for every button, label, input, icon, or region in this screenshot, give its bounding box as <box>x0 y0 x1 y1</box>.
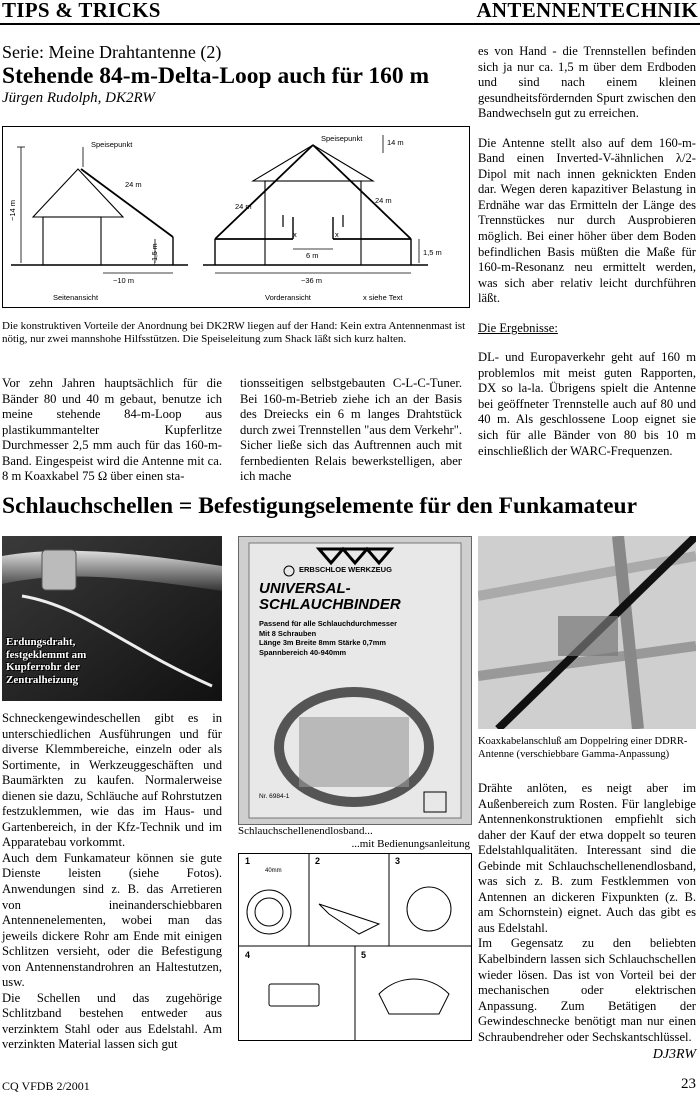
package-title <box>259 581 401 613</box>
front-h-label: 1,5 m <box>423 248 442 257</box>
package-title-1: UNIVERSAL- <box>259 580 351 597</box>
photo3-caption: Koaxkabelanschluß am Doppelring einer DDRR-Antenne (verschiebbare Gamma-Anpassung) <box>478 736 688 761</box>
front-x-left: x <box>293 230 297 239</box>
front-feed-label: Speisepunkt <box>321 134 363 143</box>
instructions-panel <box>238 853 472 1041</box>
footer-issue: CQ VFDB 2/2001 <box>2 1079 90 1093</box>
front-mid-label: 6 m <box>306 251 319 260</box>
right-para-2: Im Gegensatz zu den beliebten Kabelbindern lassen sich Schlauchschellen wieder lösen. Das ist von Vorteil bei der mechanischen oder elektrischen Anpassung. Zum Betätigen der Gewindeschnecke benötigt man nur einen Schraubendreher oder Sechskantschlüssel. <box>478 936 696 1044</box>
results-heading: Die Ergebnisse: <box>478 320 558 335</box>
front-sideR-label: 24 m <box>375 196 392 205</box>
side-length-label: 24 m <box>125 180 142 189</box>
front-note: x siehe Text <box>363 293 403 302</box>
package-nr: Nr. 6984-1 <box>259 793 290 800</box>
figure-caption: Die konstruktiven Vorteile der Anordnung bei DK2RW liegen auf der Hand: Kein extra Antennenmast ist nötig, nur zwei mannshohe Hilfsstützen. Die Speiseleitung zum Shack läßt sich kurz halten. <box>2 320 466 346</box>
col3-para2: Die Antenne stellt also auf dem 160-m-Band einen Inverted-V-ähnlichen λ/2-Dipol mit nach innen geknickten Enden dar. Wegen deren kapazitiver Belastung in Erdnähe war das Ermitteln der Länge des Trennstückes nur durch Ausprobieren möglich. Bei einer höher über dem Boden befindlichen Basis müßten die Maße für 160-m-Resonanz neu ermittelt werden, was sich aber relativ leicht durchführen läßt. <box>478 135 696 306</box>
series-line: Serie: Meine Drahtantenne (2) <box>2 42 222 62</box>
package-line-2: Mit 8 Schrauben <box>259 628 317 638</box>
package-line-3: Länge 3m Breite 8mm Stärke 0,7mm <box>259 638 386 648</box>
antenna-diagram <box>2 126 470 308</box>
page-number: 23 <box>681 1076 696 1092</box>
front-wire-right <box>313 145 411 239</box>
step-3-num: 3 <box>395 856 401 866</box>
side-feed-label: Speisepunkt <box>91 140 133 149</box>
photo1-label: Erdungsdraht, festgeklemmt am Kupferrohr der Zentralheizung <box>6 636 87 686</box>
article2-left-col <box>2 711 222 1053</box>
package-line-4: Spannbereich 40-940mm <box>259 647 347 657</box>
package-title-2: SCHLAUCHBINDER <box>259 596 401 613</box>
col3-para3: DL- und Europaverkehr geht auf 160 m problemlos mit meist guten Rapporten, DX so la-la. Übrigens spielt die Antenne bei geöffneter Trennstelle auch auf 80 und 40 m. Als geschlossene Loop eignet sie sich für alle Bänder von 80 bis 10 m einschließlich der WARC-Frequenzen. <box>478 350 696 458</box>
package-details <box>259 619 397 657</box>
side-wall <box>43 217 101 265</box>
article2-title: Schlauchschellen = Befestigungselemente für den Funkamateur <box>2 493 638 519</box>
package-photo <box>238 536 472 825</box>
side-caption: Seitenansicht <box>53 293 99 302</box>
step-1-text: 40mm <box>265 868 282 874</box>
front-x-right: x <box>335 230 339 239</box>
photo-grounding-clamp <box>2 536 222 701</box>
step-5-num: 5 <box>361 950 367 960</box>
front-roof <box>253 145 373 181</box>
left-para-1: Schneckengewindeschellen gibt es in unterschiedlichen Ausführungen und für diverse Klemmbereiche, einzeln oder als Sortimente, in Werkzeuggeschäften und Baumärkten zu kaufen. Normalerweise dienen sie dazu, Schläuche auf Rohrstutzen festzuklemmen, wie das im Haus- und Gartenbereich, in der Kfz-Technik und im Apparatebau vorkommt. <box>2 711 222 850</box>
signature: DJ3RW <box>652 1047 696 1062</box>
package-brand: ERBSCHLOE WERKZEUG <box>299 565 392 574</box>
article1-col3 <box>478 44 696 459</box>
left-para-3: Die Schellen und das zugehörige Schlitzband bestehen entweder aus verzinktem Stahl oder aus Edelstahl. Am verzinkten Material lassen sich gut <box>2 990 222 1052</box>
package-line-1: Passend für alle Schlauchdurchmesser <box>259 619 398 628</box>
right-para-1: Drähte anlöten, es neigt aber im Außenbereich zum Rosten. Für langlebige Antennenkonstruktionen empfiehlt sich daher der Kauf der etwa doppelt so teuren Edelstahlqualitäten. Interessant sind die Gebinde mit Schlauchschellenendlosband, was sich z. B. zum Festklemmen von Antennen an dickeren Fixpunkten (z. B. am Schornstein) eignet. Auch das gibt es aus Edelstahl. <box>478 781 696 935</box>
side-height-label: ~14 m <box>8 199 17 221</box>
front-top-label: 14 m <box>387 138 404 147</box>
article1-col1: Vor zehn Jahren hauptsächlich für die Bänder 80 und 40 m gebaut, benutze ich meine stehende 84-m-Loop aus plastikummantelter Kupferlitze Durchmesser 2,5 mm auch für das 160-m-Band. Eingespeist wird die Antenne mit ca. 8 m Koaxkabel 75 Ω über einen sta- <box>2 376 222 484</box>
package-caption-1: Schlauchschellenendlosband... <box>238 825 373 837</box>
article1-col2: tionsseitigen selbstgebauten C-L-C-Tuner. Bei 160-m-Betrieb ziehe ich an der Basis des Dreiecks ein 6 m langes Drahtstück durch zwei Trennstellen "aus dem Verkehr". Sicher ließe sich das Auftrennen auch mit fernbedienten Relais bewerkstelligen, aber ich mache <box>240 376 462 484</box>
side-roof <box>33 169 123 217</box>
left-para-2: Auch dem Funkamateur können sie gute Dienste leisten (siehe Fotos). Anwendungen sind z. B. das Arretieren von ineinanderschiebbaren Antennenelementen, wobei man das jeweils dickere Rohr am Ende mit einigen Schlitzen versieht, oder die Befestigung von Antennenstandrohren an Haltestutzen, usw. <box>2 850 222 990</box>
section-label: TIPS & TRICKS <box>2 0 161 22</box>
front-sideL-label: 24 m <box>235 202 252 211</box>
article-title: Stehende 84-m-Delta-Loop auch für 160 m <box>2 63 430 89</box>
ddrr-photo <box>478 536 696 729</box>
step-1-num: 1 <box>245 856 251 866</box>
col3-para1: es von Hand - die Trennstellen befinden sich ja nur ca. 1,5 m über dem Erdboden und sind nach einem kleinen gesundheitsfördernden Spurt zwischen den Bandwechseln gut zu erreichen. <box>478 44 696 121</box>
front-caption: Vorderansicht <box>265 293 311 302</box>
front-wire-left <box>215 145 313 239</box>
delta-loop-drawing <box>3 127 469 307</box>
photo-ddrr-coax <box>478 536 696 729</box>
article-author: Jürgen Rudolph, DK2RW <box>2 90 155 106</box>
side-h2-label: ~1,5 m <box>152 243 159 265</box>
header-rule <box>0 23 700 25</box>
category-label: ANTENNENTECHNIK <box>476 0 698 22</box>
step-4-num: 4 <box>245 950 251 960</box>
instructions-steps <box>239 854 471 1040</box>
front-base-label: ~36 m <box>301 276 323 285</box>
step-2-num: 2 <box>315 856 321 866</box>
article2-right-col <box>478 781 696 1045</box>
package-caption-2: ...mit Bedienungsanleitung <box>351 838 470 850</box>
side-base-label: ~10 m <box>113 276 135 285</box>
